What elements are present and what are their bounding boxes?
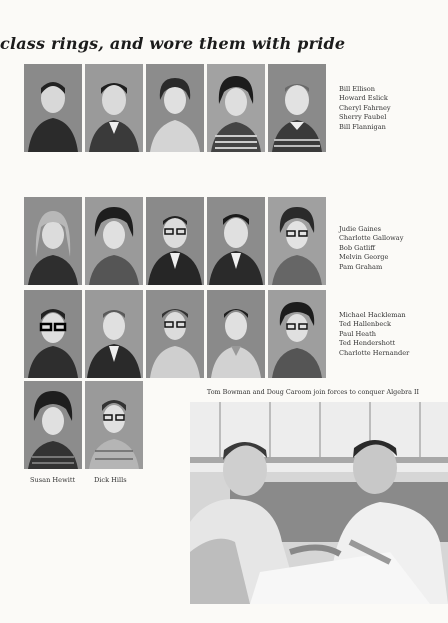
portrait-photo [85,381,143,469]
student-name: Bill Flannigan [339,122,386,131]
portrait-photo [24,290,82,378]
student-name: Judie Gaines [339,225,382,233]
portrait-photo [24,197,82,285]
student-name: Dick Hills [94,476,127,484]
portrait-photo [268,290,326,378]
row-3-names [339,311,409,358]
student-name: Cheryl Fahrney [339,103,391,112]
portrait-photo [24,64,82,152]
candid-photo [190,402,448,604]
student-name: Ted Hendershott [339,339,396,348]
student-name: Howard Eslick [339,94,388,103]
portrait-photo [85,290,143,378]
portrait-photo [146,64,204,152]
portrait-photo [85,64,143,152]
portrait-photo [207,64,265,152]
portrait-photo [268,64,326,152]
student-name: Paul Heath [339,329,377,338]
candid-photo-caption: Tom Bowman and Doug Caroom join forces to conquer Algebra II [206,388,420,396]
portrait-photo [268,197,326,285]
student-name: Pam Graham [339,262,383,271]
portrait-photo [207,290,265,378]
row-2-names [339,225,403,272]
portrait-photo [24,381,82,469]
portrait-photo [85,197,143,285]
student-name: Charlotte Galloway [339,234,404,243]
page-headline: class rings, and wore them with pride [0,34,346,53]
portrait-photo [146,290,204,378]
student-name: Bill Ellison [339,85,376,93]
portrait-photo [146,197,204,285]
student-name: Charlotte Hernander [339,348,410,357]
row-1-names [339,85,391,132]
portrait-photo [207,197,265,285]
student-name: Ted Hallenbeck [339,320,391,329]
student-name: Susan Hewitt [30,476,76,484]
student-name: Sherry Faubel [339,113,387,122]
student-name: Bob Gatliff [339,243,375,252]
student-name: Michael Hackleman [339,311,406,319]
student-name: Melvin George [339,253,389,262]
